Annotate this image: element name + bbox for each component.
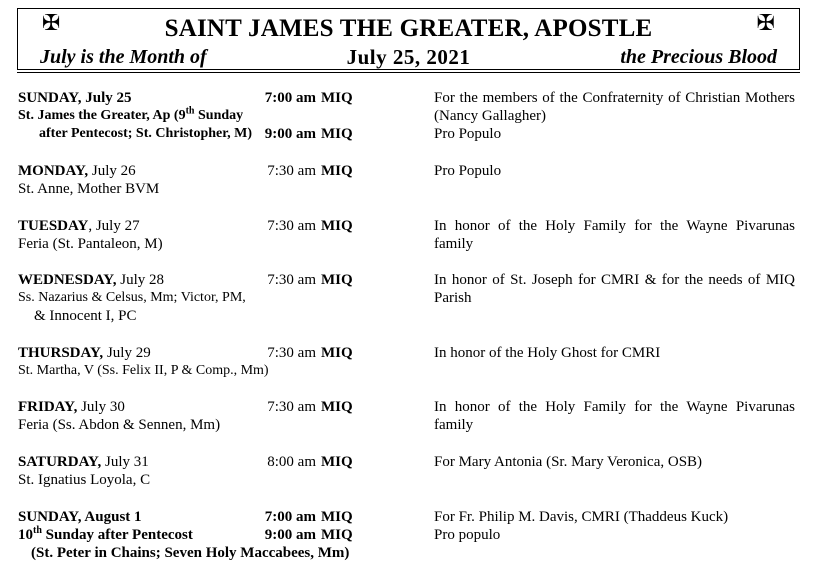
mass-time: 7:30 am — [267, 218, 316, 234]
feast-line-continued: after Pentecost; St. Christopher, M) — [39, 126, 253, 141]
day-heading: SUNDAY, July 25 — [18, 90, 132, 106]
mass-intention: For the members of the Confraternity of Christian Mothers (Nancy Gallagher) — [434, 90, 795, 124]
day-heading: THURSDAY, July 29 — [18, 345, 151, 361]
feast-line: St. Martha, V (Ss. Felix II, P & Comp., Mm) — [18, 363, 269, 378]
month-dedication-label: July is the Month of — [40, 46, 207, 68]
mass-time: 7:30 am — [267, 272, 316, 288]
feast-line: 10th Sunday after Pentecost — [18, 525, 193, 543]
mass-intention: Pro Populo — [434, 126, 502, 142]
page-title: SAINT JAMES THE GREATER, APOSTLE — [164, 15, 653, 42]
month-dedication-value: the Precious Blood — [620, 46, 777, 68]
mass-time: 9:00 am — [264, 126, 316, 142]
mass-intention: In honor of the Holy Family for the Wayne Pivarunas family — [434, 218, 795, 252]
mass-time: 7:30 am — [267, 163, 316, 179]
mass-time: 8:00 am — [267, 454, 316, 470]
mass-location: MIQ — [321, 272, 353, 288]
mass-location: MIQ — [321, 163, 353, 179]
day-heading: SATURDAY, July 31 — [18, 454, 149, 470]
mass-time: 9:00 am — [264, 527, 316, 543]
mass-location: MIQ — [321, 345, 353, 361]
day-heading: TUESDAY, July 27 — [18, 218, 140, 234]
feast-line: St. James the Greater, Ap (9th Sunday — [18, 105, 244, 123]
mass-location: MIQ — [321, 90, 353, 106]
mass-intention: In honor of the Holy Family for the Wayne Pivarunas family — [434, 399, 795, 433]
feast-line: St. Anne, Mother BVM — [18, 181, 160, 197]
feast-line: Feria (St. Pantaleon, M) — [18, 236, 163, 252]
mass-location: MIQ — [321, 509, 353, 525]
cross-icon: ✠ — [42, 11, 61, 36]
day-heading: MONDAY, July 26 — [18, 163, 136, 179]
day-heading: WEDNESDAY, July 28 — [18, 272, 165, 288]
feast-line-continued: (St. Peter in Chains; Seven Holy Maccabees, Mm) — [31, 545, 350, 561]
mass-intention: Pro populo — [434, 527, 501, 543]
day-heading: FRIDAY, July 30 — [18, 399, 125, 415]
mass-time: 7:30 am — [267, 399, 316, 415]
header-box — [17, 8, 800, 70]
mass-intention: In honor of St. Joseph for CMRI & for the needs of MIQ Parish — [434, 272, 795, 306]
mass-intention: For Fr. Philip M. Davis, CMRI (Thaddeus Kuck) — [434, 509, 729, 525]
mass-intention: In honor of the Holy Ghost for CMRI — [434, 345, 661, 361]
mass-time: 7:00 am — [264, 509, 316, 525]
feast-line: Feria (Ss. Abdon & Sennen, Mm) — [18, 417, 221, 433]
mass-location: MIQ — [321, 399, 353, 415]
mass-intention: For Mary Antonia (Sr. Mary Veronica, OSB) — [434, 454, 703, 470]
feast-line: Ss. Nazarius & Celsus, Mm; Victor, PM, — [18, 290, 246, 305]
cross-icon: ✠ — [756, 11, 775, 36]
bulletin-date: July 25, 2021 — [346, 45, 471, 69]
mass-intention: Pro Populo — [434, 163, 502, 179]
day-heading: SUNDAY, August 1 — [18, 509, 142, 525]
mass-time: 7:30 am — [267, 345, 316, 361]
mass-location: MIQ — [321, 527, 353, 543]
mass-time: 7:00 am — [264, 90, 316, 106]
feast-line-continued: & Innocent I, PC — [34, 308, 137, 324]
header-divider — [17, 72, 800, 73]
mass-location: MIQ — [321, 126, 353, 142]
mass-location: MIQ — [321, 454, 353, 470]
mass-location: MIQ — [321, 218, 353, 234]
feast-line: St. Ignatius Loyola, C — [18, 472, 151, 488]
